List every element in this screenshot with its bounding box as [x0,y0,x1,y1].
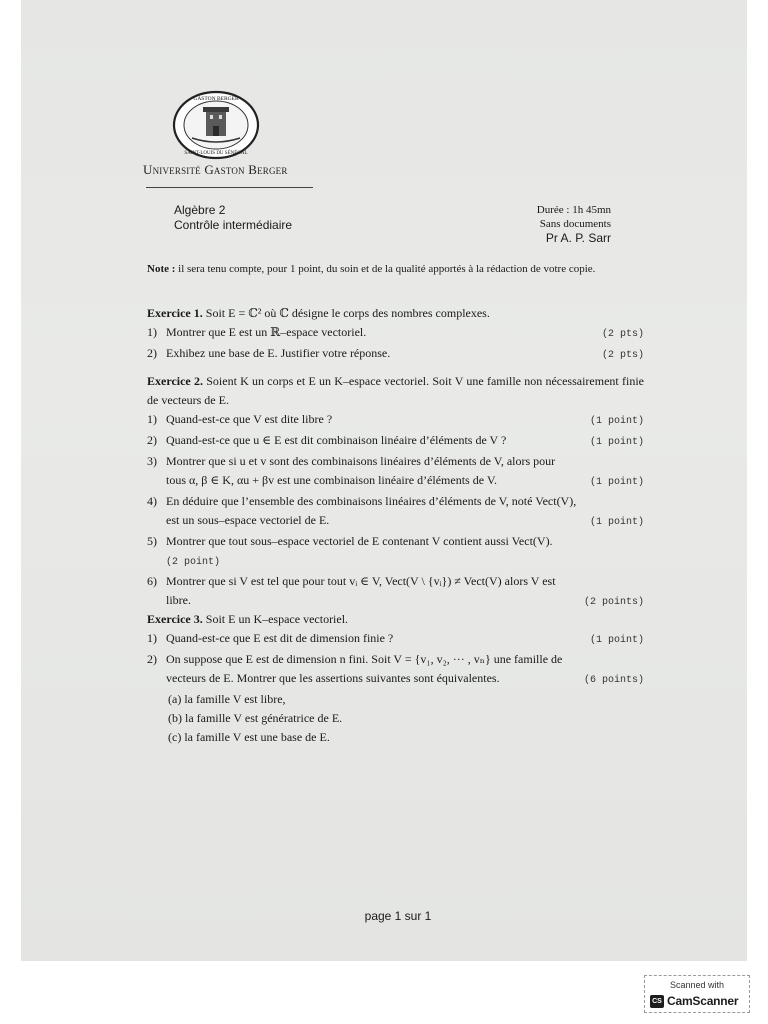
note-text: il sera tenu compte, pour 1 point, du soin et de la qualité apportés à la rédaction de votre copie. [175,263,596,275]
exercise-2-question-2 [147,431,644,452]
points-label: (2 point) [166,557,221,568]
exam-type: Contrôle intermédiaire [174,218,293,232]
points-label: (6 points) [583,675,644,686]
assertion-b: (b) la famille V est génératrice de E. [168,711,343,725]
question-text: Montrer que tout sous–espace vectoriel de E contenant V contient aussi Vect(V). [166,534,553,548]
question-text-cont: est un sous–espace vectoriel de E. [166,513,330,527]
question-number: 1) [147,325,157,339]
header-divider [146,187,313,188]
exercise-2-question-6 [147,572,644,591]
question-text: On suppose que E est de dimension n fini. Soit V = {v₁, v₂, ··· , vₙ} une famille de [166,652,563,666]
exercise-3-title: Exercice 3. [147,612,203,626]
points-label: (1 point) [589,437,644,448]
question-5-continuation [147,551,644,572]
exercise-1-intro: Soit E = ℂ² où ℂ désigne le corps des nombres complexes. [202,306,490,320]
question-number: 2) [147,433,157,447]
exercise-1-question-1 [147,323,644,344]
camscanner-icon: CS [650,995,664,1008]
points-label: (1 point) [589,635,644,646]
points-label: (2 pts) [601,329,644,340]
camscanner-name: CamScanner [667,994,739,1008]
question-text: Quand-est-ce que E est dit de dimension finie ? [166,631,394,645]
exercise-1-question-2 [147,344,644,365]
exercise-2-question-1 [147,410,644,431]
question-text-cont: tous α, β ∈ K, αu + βv est une combinaison linéaire d’éléments de V. [166,473,497,487]
question-number: 6) [147,574,157,588]
exercise-1-title: Exercice 1. [147,306,203,320]
course-info [174,203,292,233]
points-label: (1 point) [589,477,644,488]
points-label: (1 point) [589,517,644,528]
exercise-3-question-2 [147,650,644,669]
badge-caption: Scanned with [669,980,725,990]
points-label: (1 point) [589,416,644,427]
question-text: Montrer que E est un ℝ–espace vectoriel. [166,325,367,339]
course-title: Algèbre 2 [174,203,226,217]
exercise-2-question-3 [147,452,644,471]
question-number: 5) [147,534,157,548]
exam-documents: Sans documents [539,218,611,230]
note-label: Note : [147,263,176,275]
exercise-3-question-1 [147,629,644,650]
question-number: 4) [147,494,157,508]
question-number: 1) [147,631,157,645]
exercise-2-title: Exercice 2. [147,374,203,388]
question-number: 2) [147,652,157,666]
exercise-2-question-4 [147,492,644,511]
question-text-cont: vecteurs de E. Montrer que les assertions suivantes sont équivalentes. [166,671,500,685]
note-paragraph [147,262,643,277]
question-2-continuation [147,669,644,690]
question-3-continuation [147,471,644,492]
question-text: Montrer que si u et v sont des combinaisons linéaires d’éléments de V, alors pour [166,454,556,468]
question-text: En déduire que l’ensemble des combinaisons linéaires d’éléments de V, noté Vect(V), [166,494,577,508]
page-footer [0,909,768,923]
svg-text:GASTON BERGER: GASTON BERGER [193,96,239,102]
question-text: Exhibez une base de E. Justifier votre réponse. [166,346,391,360]
question-number: 2) [147,346,157,360]
question-text: Montrer que si V est tel que pour tout vᵢ ∈ V, Vect(V \ {vᵢ}) ≠ Vect(V) alors V est [166,574,556,588]
svg-text:SAINT-LOUIS DU SÉNÉGAL: SAINT-LOUIS DU SÉNÉGAL [184,151,248,156]
question-text: Quand-est-ce que V est dite libre ? [166,412,333,426]
university-seal-logo [172,90,260,160]
question-6-continuation [147,591,644,612]
exercise-1 [147,304,644,365]
professor-name: Pr A. P. Sarr [545,231,611,245]
question-text-cont: libre. [166,593,191,607]
camscanner-badge [644,975,750,1013]
points-label: (2 points) [583,597,644,608]
question-4-continuation [147,511,644,532]
university-name: Université Gaston Berger [143,162,288,177]
exercise-2-intro: Soient K un corps et E un K–espace vectoriel. Soit V une famille non nécessairement finie de vecteurs de E. [147,374,644,407]
page-number: page 1 sur 1 [364,909,432,923]
question-number: 3) [147,454,157,468]
assertion-a: (a) la famille V est libre, [168,692,286,706]
points-label: (2 pts) [601,350,644,361]
exercise-2 [147,372,644,612]
exam-meta [537,203,611,245]
exercise-3-intro: Soit E un K–espace vectoriel. [202,612,349,626]
exercise-2-question-5 [147,532,644,551]
question-number: 1) [147,412,157,426]
assertion-c: (c) la famille V est une base de E. [168,730,330,744]
exercise-3 [147,610,644,747]
exam-duration: Durée : 1h 45mn [536,204,611,216]
question-text: Quand-est-ce que u ∈ E est dit combinaison linéaire d’éléments de V ? [166,433,507,447]
